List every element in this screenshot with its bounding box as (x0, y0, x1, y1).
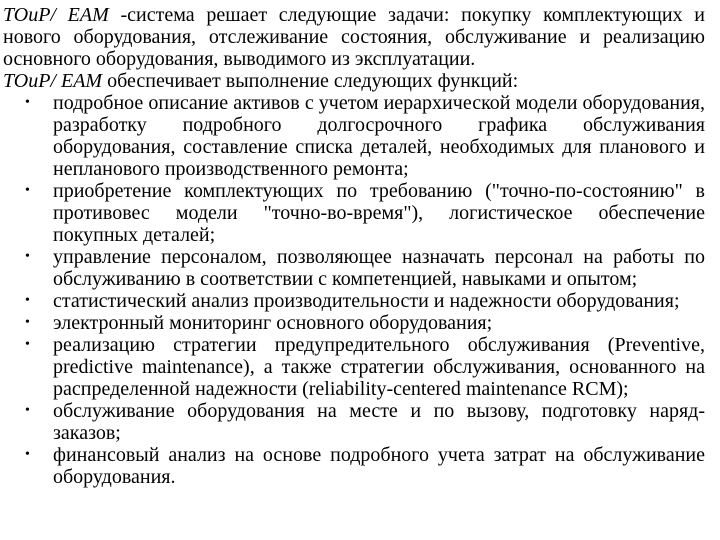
functions-list (3, 92, 705, 488)
bullet-icon: • (25, 249, 30, 264)
list-item (3, 92, 705, 180)
intro-paragraph (3, 4, 705, 70)
list-item (3, 180, 705, 246)
bullet-icon: • (25, 447, 30, 462)
list-item (3, 444, 705, 488)
intro-text: -система решает следующие задачи: покупку комплектующих и нового оборудования, отслеживание состояния, обслуживание и реализацию основного оборудования, выводимого из эксплуатации. (3, 4, 705, 70)
list-item-text: приобретение комплектующих по требованию ("точно-по-состоянию" в противовес модели "точно-во-время"), логистическое обеспечение покупных деталей; (53, 180, 705, 246)
document-page (3, 4, 705, 488)
list-item-text: обслуживание оборудования на месте и по вызову, подготовку наряд-заказов; (53, 400, 705, 444)
list-item (3, 334, 705, 400)
list-item (3, 312, 705, 334)
functions-intro-text: обеспечивает выполнение следующих функций: (102, 70, 519, 92)
list-item (3, 290, 705, 312)
bullet-icon: • (25, 183, 30, 198)
bullet-icon: • (25, 403, 30, 418)
list-item-text: реализацию стратегии предупредительного обслуживания (Preventive, predictive maintenance), а также стратегии обслуживания, основанного на распределенной надежности (reliability-centered maintenance RCM); (53, 334, 705, 400)
bullet-icon: • (25, 95, 30, 110)
list-item-text: статистический анализ производительности и надежности оборудования; (53, 290, 680, 312)
list-item-text: управление персоналом, позволяющее назначать персонал на работы по обслуживанию в соответствии с компетенцией, навыками и опытом; (53, 246, 705, 290)
functions-intro-brand: TOuP/ EAM (3, 70, 103, 92)
list-item (3, 246, 705, 290)
functions-intro-paragraph (3, 70, 705, 92)
list-item (3, 400, 705, 444)
bullet-icon: • (25, 293, 30, 308)
list-item-text: финансовый анализ на основе подробного учета затрат на обслуживание оборудования. (53, 444, 705, 488)
intro-brand: TOuP/ EAM (3, 4, 109, 26)
bullet-icon: • (25, 337, 30, 352)
bullet-icon: • (25, 315, 30, 330)
list-item-text: подробное описание активов с учетом иерархической модели оборудования, разработку подробного долгосрочного графика обслуживания оборудования, составление списка деталей, необходимых для планового и непланового производственного ремонта; (53, 92, 705, 180)
list-item-text: электронный мониторинг основного оборудования; (53, 312, 493, 334)
